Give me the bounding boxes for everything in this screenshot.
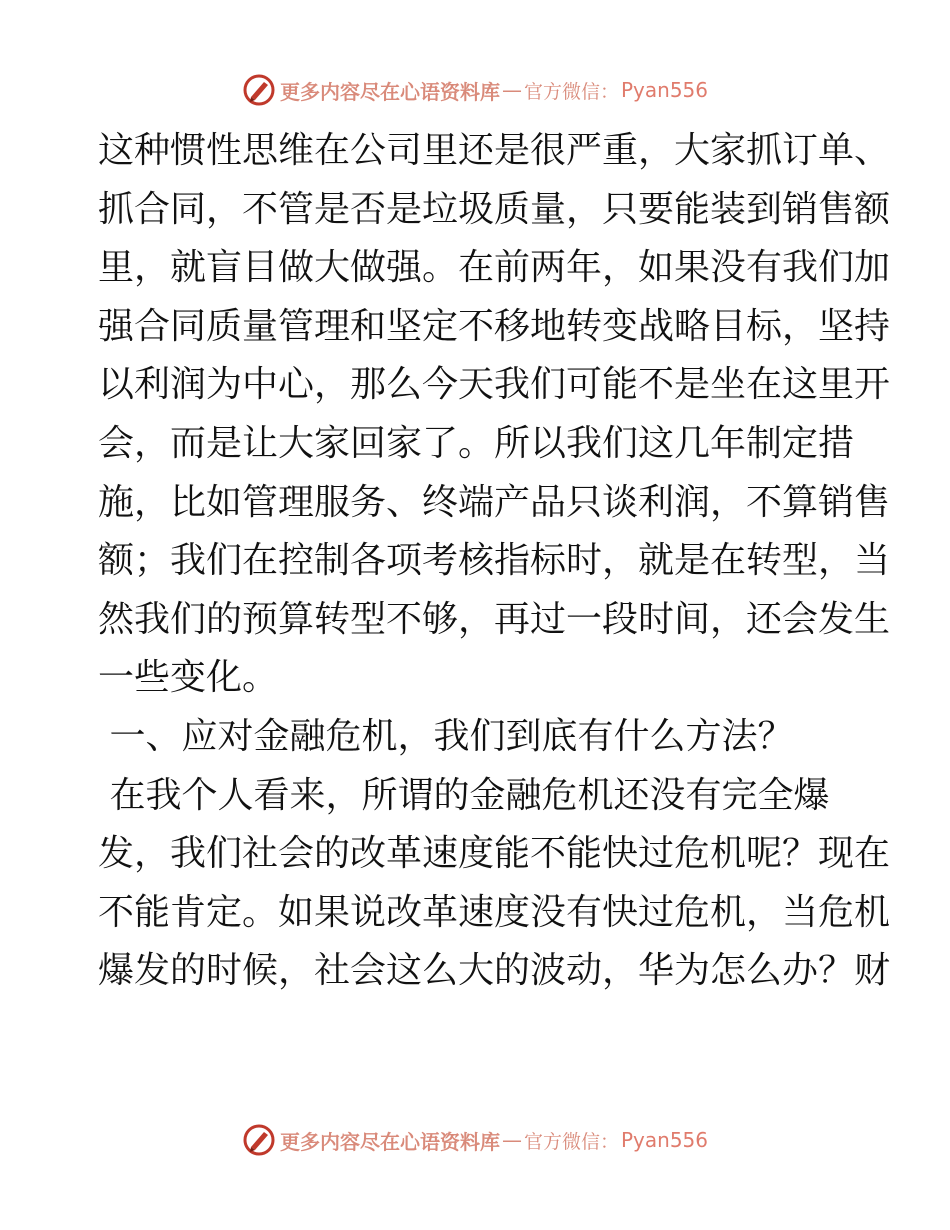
document-body (98, 122, 891, 1001)
footer-watermark (0, 1120, 950, 1160)
text-line: 以利润为中心，那么今天我们可能不是坐在这里开 (98, 364, 891, 406)
text-line: 抓合同，不管是否是垃圾质量，只要能装到销售额 (98, 188, 891, 230)
text-line: 在我个人看来，所谓的金融危机还没有完全爆 (98, 774, 830, 816)
watermark-separator: — (501, 1128, 522, 1152)
watermark-main-text: 更多内容尽在心语资料库 (279, 79, 500, 104)
section-heading: 一、应对金融危机，我们到底有什么方法？ (98, 715, 794, 757)
text-line: 强合同质量管理和坚定不移地转变战略目标，坚持 (98, 305, 891, 347)
text-line: 会，而是让大家回家了。所以我们这几年制定措 (98, 422, 855, 464)
text-line: 一些变化。 (98, 657, 279, 699)
text-line: 发，我们社会的改革速度能不能快过危机呢？现在 (98, 833, 891, 875)
watermark-label: 官方微信： (523, 1130, 619, 1153)
watermark-label: 官方微信： (523, 80, 619, 103)
text-line: 不能肯定。如果说改革速度没有快过危机，当危机 (98, 891, 891, 933)
text-line: 额；我们在控制各项考核指标时，就是在转型，当 (98, 540, 891, 582)
text-line: 爆发的时候，社会这么大的波动，华为怎么办？财 (98, 950, 891, 992)
pen-logo-icon (242, 73, 276, 107)
pen-logo-icon (242, 1123, 276, 1157)
header-watermark (0, 70, 950, 110)
watermark-wechat-id: Pyan556 (621, 78, 709, 102)
text-line: 然我们的预算转型不够，再过一段时间，还会发生 (98, 598, 891, 640)
watermark-wechat-id: Pyan556 (621, 1128, 709, 1152)
text-line: 里，就盲目做大做强。在前两年，如果没有我们加 (98, 247, 891, 289)
watermark-main-text: 更多内容尽在心语资料库 (279, 1129, 500, 1154)
text-line: 这种惯性思维在公司里还是很严重，大家抓订单、 (98, 130, 891, 171)
watermark-separator: — (501, 78, 522, 102)
text-line: 施，比如管理服务、终端产品只谈利润，不算销售 (98, 481, 891, 523)
